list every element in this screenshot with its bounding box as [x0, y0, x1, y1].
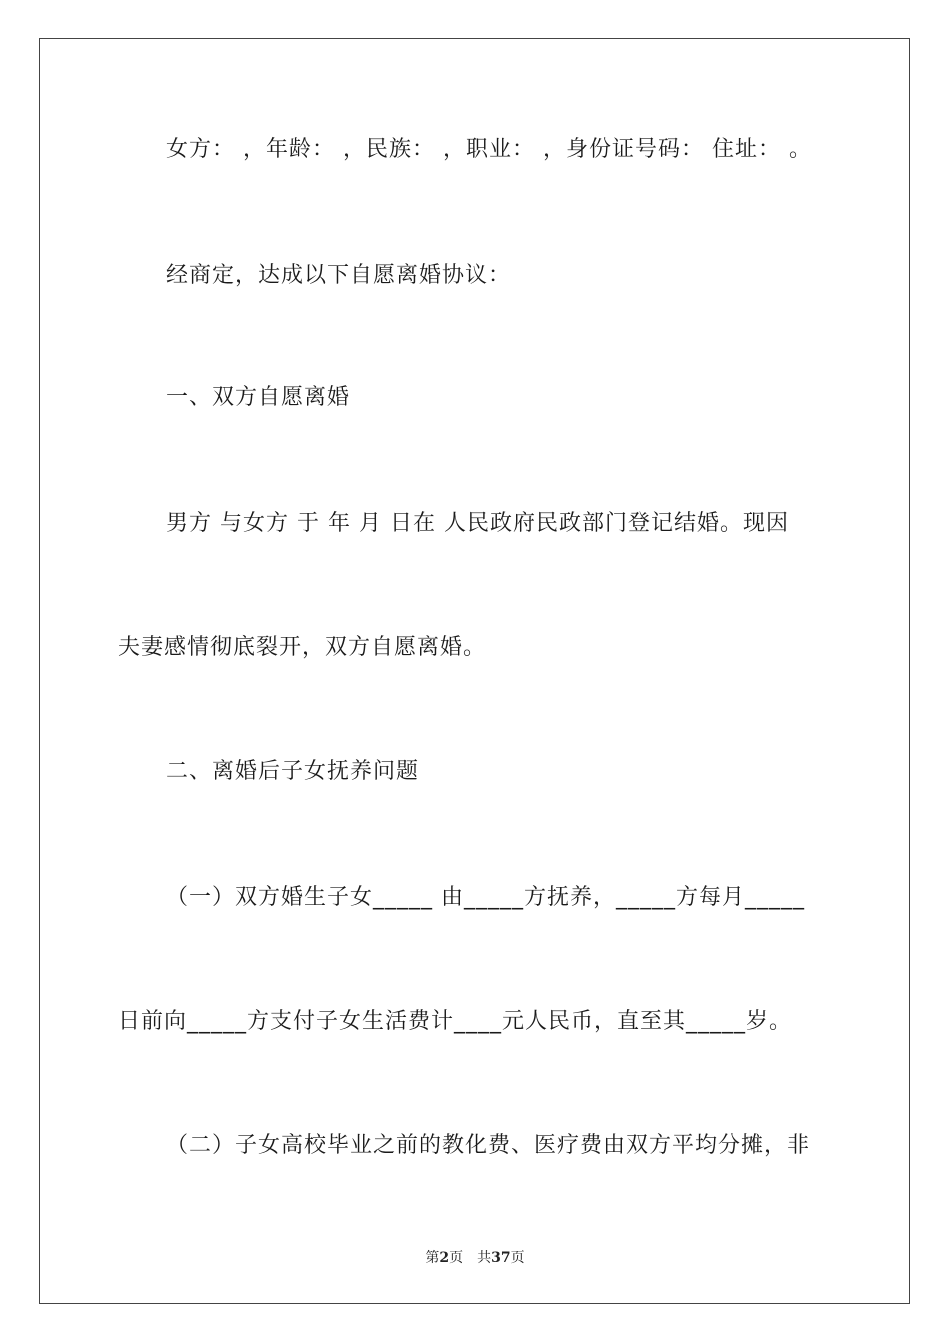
- footer-page-prefix: 第: [425, 1250, 440, 1266]
- footer-total-suffix: 页: [510, 1250, 525, 1266]
- footer-total-pages: 37: [491, 1250, 511, 1266]
- education-medical-cost-line: （二）子女高校毕业之前的教化费、医疗费由双方平均分摊，非: [166, 1133, 811, 1158]
- section-one-heading: 一、双方自愿离婚: [166, 385, 351, 410]
- party-female-info-line: 女方： ，年龄： ，民族： ，职业： ，身份证号码： 住址： 。: [166, 137, 812, 162]
- page-border: [39, 38, 910, 1304]
- footer-page-suffix: 页: [449, 1250, 464, 1266]
- page-footer: [0, 1247, 950, 1267]
- marriage-registration-line: 男方 与女方 于 年 月 日在 人民政府民政部门登记结婚。现因: [166, 511, 789, 536]
- section-two-heading: 二、离婚后子女抚养问题: [166, 759, 420, 784]
- marriage-breakdown-line: 夫妻感情彻底裂开，双方自愿离婚。: [118, 635, 487, 660]
- agreement-intro-line: 经商定，达成以下自愿离婚协议：: [166, 263, 512, 288]
- footer-total-prefix: 共: [477, 1250, 492, 1266]
- child-support-line: 日前向_____方支付子女生活费计____元人民币，直至其_____岁。: [118, 1009, 793, 1034]
- child-custody-line: （一）双方婚生子女_____ 由_____方抚养，_____方每月_____: [166, 885, 805, 910]
- footer-page-number: 2: [439, 1250, 450, 1266]
